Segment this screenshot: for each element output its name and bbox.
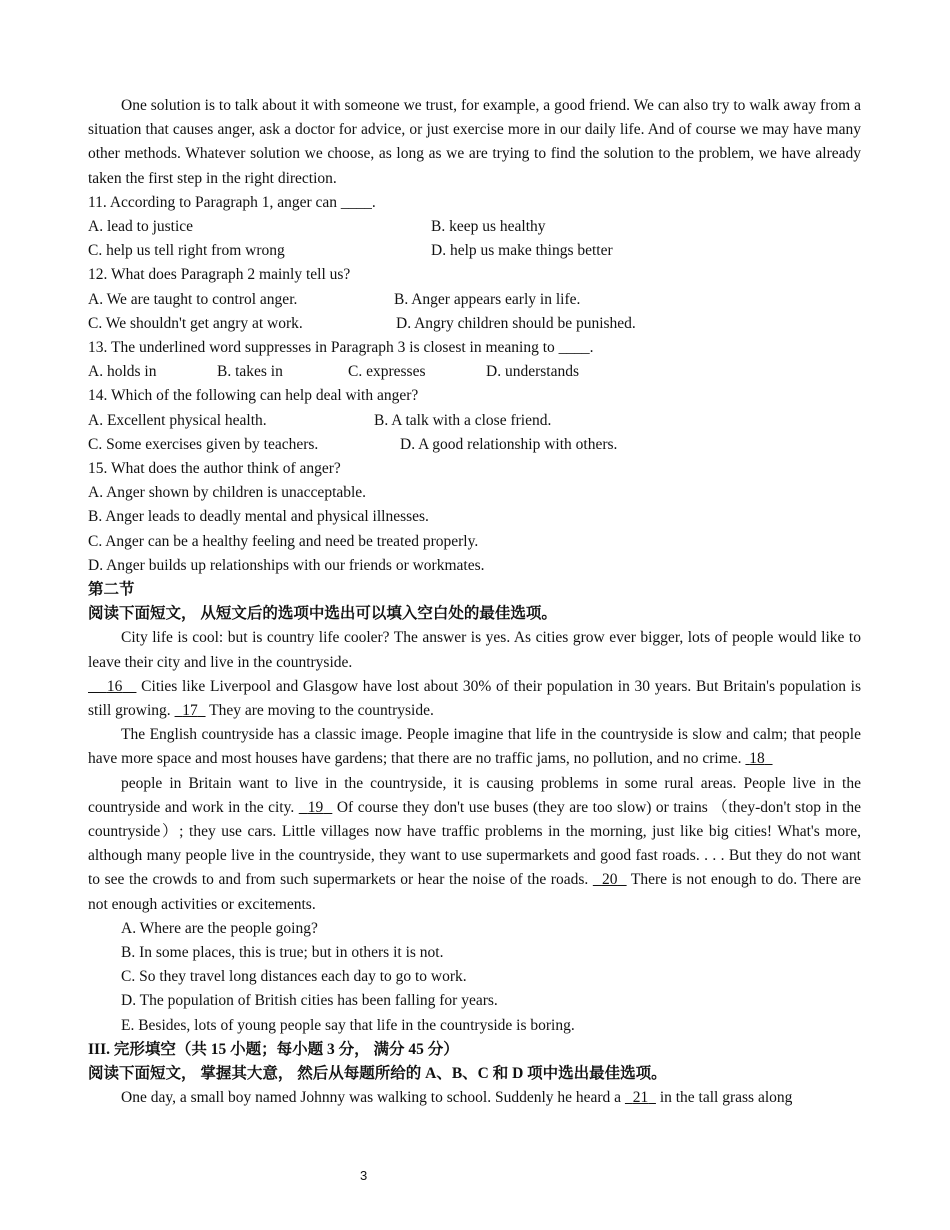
option-d: D. Anger builds up relationships with our friends or workmates. xyxy=(88,556,485,574)
section-3-heading: III. 完形填空（共 15 小题；每小题 3 分， 满分 45 分） xyxy=(88,1040,459,1058)
option-a: A. Where are the people going? xyxy=(121,919,318,937)
option-c: C. Some exercises given by teachers. xyxy=(88,435,319,453)
question-14-options-row-2 xyxy=(88,433,861,457)
option-d: D. help us make things better xyxy=(431,242,613,260)
option-d: D. understands xyxy=(486,363,579,381)
passage-paragraph: 16 Cities like Liverpool and Glasgow have lost about 30% of their population in 30 years. But Britain's population is still growing. 17 They are moving to the countryside. xyxy=(88,677,862,719)
passage-paragraph: people in Britain want to live in the countryside, it is causing problems in some rural areas. People live in the countryside and work in the city. 19 Of course they don't use buses (they are too slow) or trains （they-don't stop in the countryside）; they use cars. Little villages now have traffic problems in the morning, just like big cities! What's more, although many people live in the countryside, they want to use supermarkets and good fast roads. . . . But they do not want to see the crowds to and from such supermarkets or hear the noise of the roads. 20 There is not enough to do. There are not enough activities or excitements. xyxy=(88,774,862,913)
option-b: B. takes in xyxy=(217,363,283,381)
question-14-stem: 14. Which of the following can help deal with anger? xyxy=(88,387,419,405)
question-12-stem: 12. What does Paragraph 2 mainly tell us? xyxy=(88,266,351,284)
passage-paragraph: One solution is to talk about it with someone we trust, for example, a good friend. We can also try to walk away from a situation that causes anger, ask a doctor for advice, or just exercise more in our daily life. And of course we may have many other methods. Whatever solution we choose, as long as we are trying to find the solution to the problem, we have already taken the first step in the right direction. xyxy=(88,97,861,187)
option-d: D. The population of British cities has been falling for years. xyxy=(121,992,498,1010)
document-page xyxy=(88,94,861,1110)
question-11-options-row-1 xyxy=(88,215,861,239)
option-a: A. We are taught to control anger. xyxy=(88,290,298,308)
page-number: 3 xyxy=(360,1168,368,1183)
question-12-options-row-1 xyxy=(88,288,861,312)
passage-paragraph: One day, a small boy named Johnny was walking to school. Suddenly he heard a 21 in the tall grass along xyxy=(121,1089,793,1107)
option-a: A. Excellent physical health. xyxy=(88,411,267,429)
question-14-options-row-1 xyxy=(88,409,861,433)
question-13-options-row xyxy=(88,360,861,384)
option-a: A. Anger shown by children is unacceptable. xyxy=(88,484,367,502)
option-c: C. expresses xyxy=(348,363,426,381)
blank-18: 18 xyxy=(749,750,765,768)
passage-paragraph: The English countryside has a classic image. People imagine that life in the countryside is slow and calm; that people have more space and most houses have gardens; that there are no traffic jams, no pollution, and no crime. 18 xyxy=(88,726,861,768)
passage-paragraph: City life is cool: but is country life cooler? The answer is yes. As cities grow ever bigger, lots of people would like to leave their city and live in the countryside. xyxy=(88,629,861,671)
option-e: E. Besides, lots of young people say that life in the countryside is boring. xyxy=(121,1016,575,1034)
option-b: B. Anger leads to deadly mental and physical illnesses. xyxy=(88,508,429,526)
option-c: C. help us tell right from wrong xyxy=(88,242,285,260)
option-c: C. Anger can be a healthy feeling and need be treated properly. xyxy=(88,532,479,550)
question-11-stem: 11. According to Paragraph 1, anger can ____. xyxy=(88,193,376,211)
option-a: A. holds in xyxy=(88,363,157,381)
option-c: C. We shouldn't get angry at work. xyxy=(88,314,303,332)
option-b: B. Anger appears early in life. xyxy=(394,290,581,308)
section-2-instruction: 阅读下面短文， 从短文后的选项中选出可以填入空白处的最佳选项。 xyxy=(88,605,557,623)
option-c: C. So they travel long distances each day to go to work. xyxy=(121,968,467,986)
blank-20: 20 xyxy=(601,871,618,889)
blank-16: 16 xyxy=(106,677,123,695)
section-3-instruction: 阅读下面短文， 掌握其大意， 然后从每题所给的 A、B、C 和 D 项中选出最佳选项。 xyxy=(88,1065,667,1083)
question-11-options-row-2 xyxy=(88,239,861,263)
option-b: B. keep us healthy xyxy=(431,218,546,236)
section-2-heading: 第二节 xyxy=(88,580,135,598)
blank-21: 21 xyxy=(632,1089,649,1107)
option-d: D. A good relationship with others. xyxy=(400,435,618,453)
option-b: B. A talk with a close friend. xyxy=(374,411,552,429)
blank-19: 19 xyxy=(307,798,324,816)
option-a: A. lead to justice xyxy=(88,218,194,236)
option-d: D. Angry children should be punished. xyxy=(396,314,636,332)
question-12-options-row-2 xyxy=(88,312,861,336)
blank-17: 17 xyxy=(182,701,198,719)
option-b: B. In some places, this is true; but in others it is not. xyxy=(121,944,444,961)
question-15-stem: 15. What does the author think of anger? xyxy=(88,459,341,477)
question-13-stem: 13. The underlined word suppresses in Paragraph 3 is closest in meaning to ____. xyxy=(88,338,594,356)
